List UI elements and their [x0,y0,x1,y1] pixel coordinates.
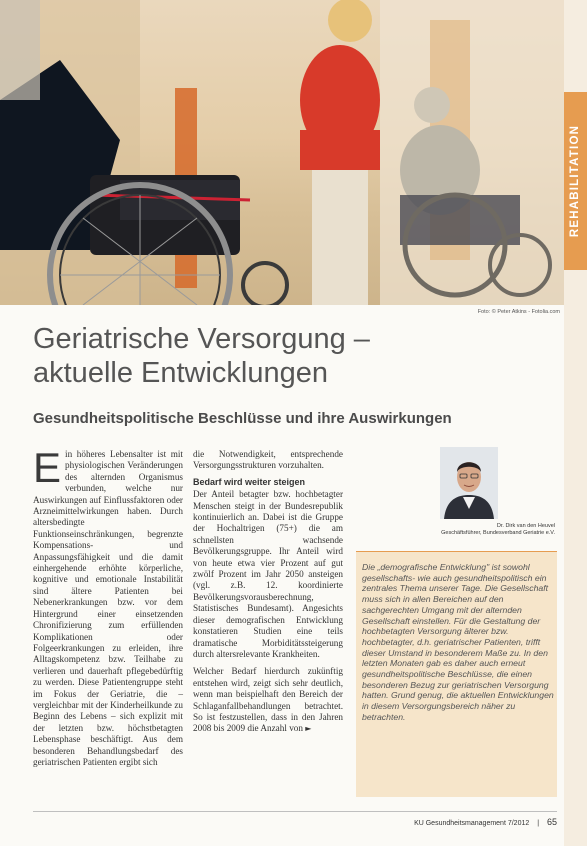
column-2-paragraph-2: Welcher Bedarf hierdurch zukünftig entstehen wird, zeigt sich sehr deutlich, wenn man beispielhaft den Bereich der Schlaganfallbehandlungen betrachtet. So ist festzustellen, dass in den Jahren 2008 bis 2009 die Anzahl von [193,666,343,734]
journal-name: KU Gesundheitsmanagement 7/2012 [414,820,530,827]
article-subtitle: Gesundheitspolitische Beschlüsse und ihre Auswirkungen [33,410,452,427]
article-column-2 [193,449,343,735]
footer-rule [33,811,557,812]
author-photo-image [440,447,498,519]
page-number: 65 [546,817,557,827]
author-portrait [440,447,498,519]
header-photo [0,0,564,305]
author-role: Geschäftsführer, Bundesverband Geriatrie e.V. [441,530,555,536]
photo-credit: Foto: © Peter Atkins - Fotolia.com [477,309,560,315]
drop-cap: E [33,444,62,491]
author-caption [355,523,555,537]
footer-separator: | [537,820,540,827]
intro-text: Die „demografische Entwicklung" ist sowohl gesellschafts- wie auch gesundheitspolitisch ein zentrales Thema unserer Tage. Die Gesellschaft muss sich in allen Bereichen auf den sachgerechten Umgang mit der alternden Gesellschaft einstellen. Für die Gestaltung der hochbetagten Versorgung älterer bzw. hochbetagter, d.h. geriatrischer Patienten, trifft dieser Umstand in besonderem Maße zu. In den letzten Monaten gab es daher auch erneut gesundheitspolitische Beschlüsse, die einen besonderen Bezug zur geriatrischen Versorgung hatten. Grund genug, die aktuellen Entwicklungen in diesem Versorgungsbereich näher zu betrachten. [362,562,554,722]
column-2-intro: die Notwendigkeit, entsprechende Versorgungsstrukturen vorzuhalten. [193,449,343,471]
author-name: Dr. Dirk van den Heuvel [496,523,555,529]
continue-arrow-icon: ► [305,724,312,734]
column-2-paragraph-1: Der Anteil betagter bzw. hochbetagter Menschen steigt in der Bundesrepublik kontinuierlich an. Dabei ist die Gruppe der Hochaltrigen (75+) die am schnellsten wachsende Bevölkerungsgruppe. Ihr Anteil wird von heute etwa vier Prozent auf gut zwölf Prozent im Jahr 2050 ansteigen (vgl. z.B. 12. koordinierte Bevölkerungsvorausberechnung, Statistisches Bundesamt). Angesichts dieser demografischen Entwicklung konstatieren Studien eine teils dramatische Morbiditätssteigerung durch altersrelevante Krankheiten. [193,489,343,659]
article-title-line-1: Geriatrische Versorgung – [33,323,370,355]
wheelchair-scene-image [0,0,564,305]
section-tab-label: REHABILITATION [569,124,581,238]
article-column-1 [33,444,183,768]
column-1-text: in höheres Lebensalter ist mit physiologischen Veränderungen des alternden Organismus verbunden, welche nur Auswirkungen auf Einflussfaktoren oder Arzneimittelwirkungen haben. Durch altersbedingte Funktionseinschränkungen, begrenzte Kompensations- und Anpassungsfähigkeit und die damit einhergehende erhöhte körperliche, kognitive und emotionale Instabilität sind ältere Patienten bei Nebenerkrankungen bzw. vor dem Hintergrund einer einsetzenden Chronifizierung zum erfüllenden Komplikationen oder Folgeerkrankungen zu erleiden, ihre Alltagskompetenz bzw. Teilhabe zu verlieren und dauerhaft pflegebedürftig zu werden. Diese Patientengruppe steht im Fokus der Geriatrie, die – vergleichbar mit der Kinderheilkunde zu Beginn des Lebens – sich explizit mit der letzten bzw. höchstbetagten Lebensphase beschäftigt. Aus dem besonderen Behandlungsbedarf des geriatrischen Patienten ergibt sich [33,449,183,767]
article-title [33,322,553,390]
article-title-line-2: aktuelle Entwicklungen [33,357,329,389]
section-heading: Bedarf wird weiter steigen [193,476,306,487]
page-footer [370,817,557,827]
